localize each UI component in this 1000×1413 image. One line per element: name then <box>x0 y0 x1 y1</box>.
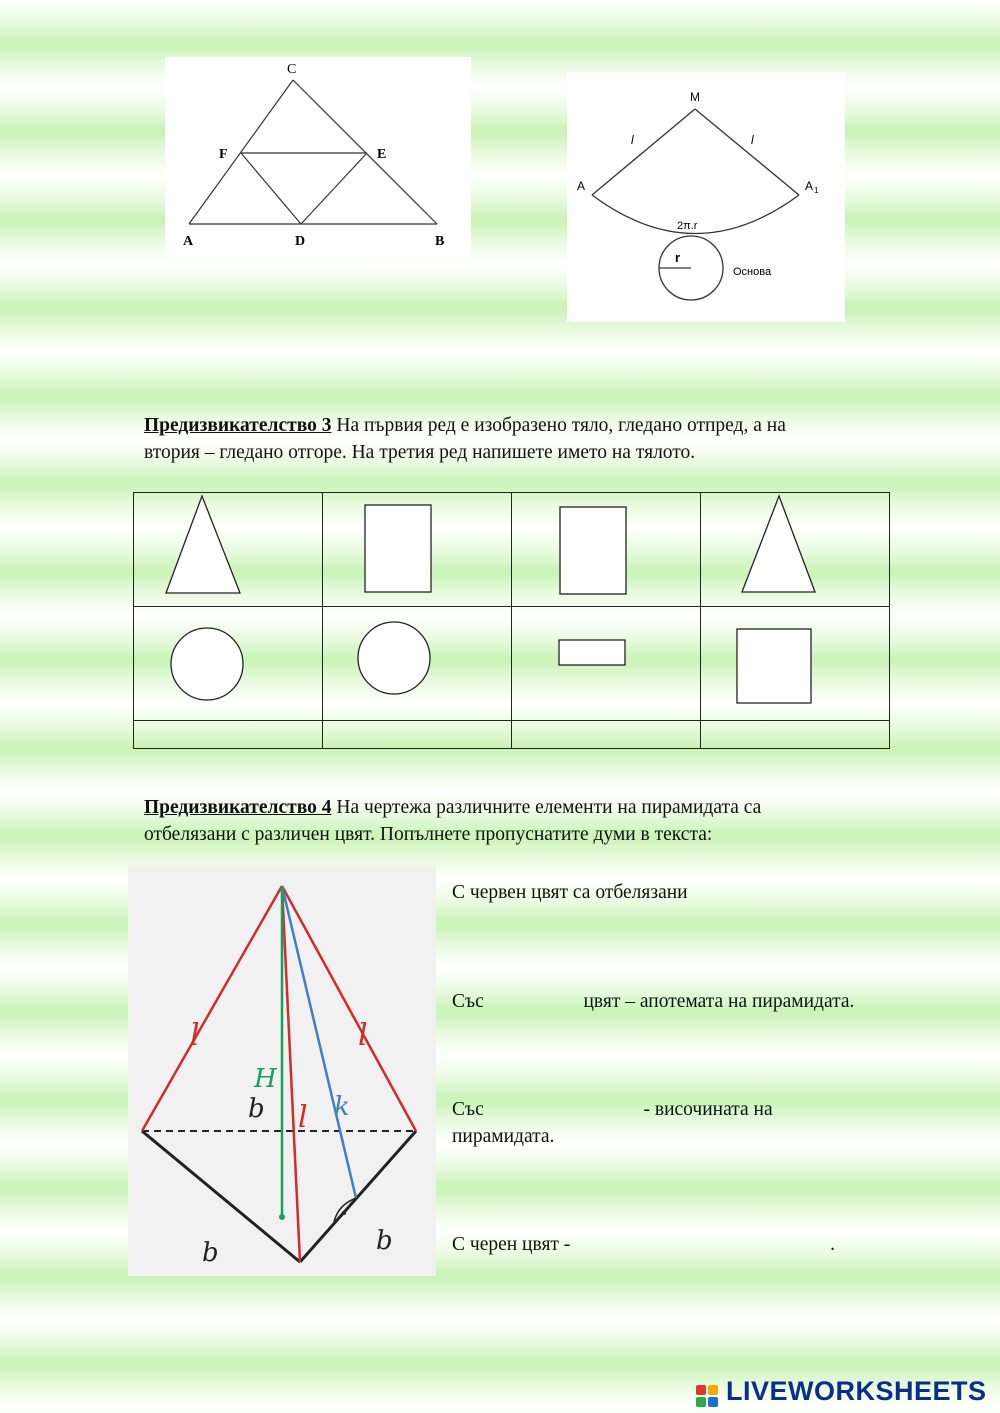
logo-text: LIVEWORKSHEETS <box>726 1376 987 1406</box>
question-3-text-b: - височината на <box>643 1099 773 1120</box>
question-4 <box>452 1228 932 1256</box>
cell-front-3 <box>512 493 701 607</box>
label-a: A <box>183 234 194 249</box>
question-1-text: С червен цвят са отбелязани <box>452 882 688 903</box>
base-left-edge <box>142 1131 300 1262</box>
question-3 <box>452 1093 932 1150</box>
top-view-row <box>134 607 890 721</box>
challenge-4-line1: На чертежа различните елементи на пирамидата са <box>331 797 762 818</box>
front-view-row <box>134 493 890 607</box>
label-l-left: l <box>631 133 634 147</box>
answer-field-3[interactable] <box>489 1093 639 1115</box>
front-triangle-4 <box>701 493 889 601</box>
pyramid-figure <box>128 865 436 1276</box>
right-angle-dot <box>342 1211 346 1215</box>
pyramid-diagram <box>128 865 436 1276</box>
apothem-line <box>282 886 356 1198</box>
lateral-edge-front <box>282 886 300 1262</box>
cell-top-1 <box>134 607 323 721</box>
edge-ac <box>189 80 293 224</box>
answer-field-1[interactable] <box>692 876 862 898</box>
label-b: B <box>435 234 445 249</box>
label-b-top: b <box>248 1094 265 1124</box>
cone-side-right <box>695 109 799 195</box>
answer-cell-4[interactable] <box>701 721 890 749</box>
answer-cell-3[interactable] <box>512 721 701 749</box>
question-2 <box>452 985 932 1013</box>
label-r: r <box>675 250 681 265</box>
triangle-figure <box>165 57 471 257</box>
cell-front-4 <box>701 493 890 607</box>
challenge-3-text <box>144 412 944 466</box>
challenge-3-line1: На първия ред е изобразено тяло, гледано отпред, а на <box>331 415 786 436</box>
question-3-text-c: пирамидата. <box>452 1126 555 1147</box>
label-l-right: l <box>751 133 754 147</box>
cone-net-diagram <box>567 72 845 322</box>
challenge-4-title: Предизвикателство 4 <box>144 797 332 818</box>
challenge-4-line2: отбелязани с различен цвят. Попълнете пропуснатите думи в текста: <box>144 824 713 845</box>
answer-row <box>134 721 890 749</box>
views-table <box>133 492 890 749</box>
answer-field-4[interactable] <box>778 1093 858 1115</box>
label-k: k <box>334 1092 350 1122</box>
edge-ed <box>301 153 367 224</box>
label-l-left: l <box>190 1018 200 1053</box>
label-arc: 2π.r <box>677 220 698 232</box>
label-c: C <box>287 62 297 77</box>
question-1 <box>452 876 862 904</box>
base-right-edge <box>300 1131 416 1262</box>
cell-top-4 <box>701 607 890 721</box>
challenge-3-title: Предизвикателство 3 <box>144 415 332 436</box>
challenge-4-text <box>144 794 944 848</box>
question-3-text-a: Със <box>452 1099 484 1120</box>
height-foot-dot <box>279 1214 285 1220</box>
edge-cb <box>293 80 437 224</box>
top-circle-1 <box>134 607 322 715</box>
label-a1: A <box>805 179 814 193</box>
top-circle-2 <box>323 607 511 715</box>
question-4-text-a: С черен цвят - <box>452 1234 571 1255</box>
cone-net-figure <box>567 72 845 322</box>
cell-top-2 <box>323 607 512 721</box>
answer-field-5[interactable] <box>575 1228 825 1250</box>
cell-top-3 <box>512 607 701 721</box>
top-square-4 <box>701 607 889 715</box>
answer-cell-1[interactable] <box>134 721 323 749</box>
challenge-3-line2: втория – гледано отгоре. На третия ред напишете името на тялото. <box>144 442 696 463</box>
cell-front-1 <box>134 493 323 607</box>
answer-field-2[interactable] <box>489 985 579 1007</box>
triangle-diagram <box>165 57 471 257</box>
label-b-right: b <box>376 1226 393 1256</box>
label-m: M <box>690 90 700 104</box>
front-rectangle-3 <box>512 493 700 601</box>
label-d: D <box>295 234 306 249</box>
answer-cell-2[interactable] <box>323 721 512 749</box>
question-2-text-b: цвят – апотемата на пирамидата. <box>583 991 855 1012</box>
front-rectangle-2 <box>323 493 511 601</box>
logo-icon <box>696 1385 718 1407</box>
liveworksheets-logo <box>696 1376 987 1410</box>
label-l-front: l <box>298 1100 308 1135</box>
label-l-right: l <box>358 1018 368 1053</box>
question-2-text-a: Със <box>452 991 484 1012</box>
front-triangle-1 <box>134 493 322 601</box>
label-b-left: b <box>202 1238 219 1268</box>
label-f: F <box>219 147 228 162</box>
question-4-text-b: . <box>830 1234 835 1255</box>
top-rectangle-3 <box>512 607 700 715</box>
label-a: A <box>577 179 586 193</box>
label-e: E <box>377 147 387 162</box>
label-a1-sub: 1 <box>814 186 819 195</box>
label-h: H <box>254 1064 277 1094</box>
cone-side-left <box>592 109 695 195</box>
edge-fd <box>241 153 301 224</box>
label-base: Основа <box>733 266 772 278</box>
cell-front-2 <box>323 493 512 607</box>
